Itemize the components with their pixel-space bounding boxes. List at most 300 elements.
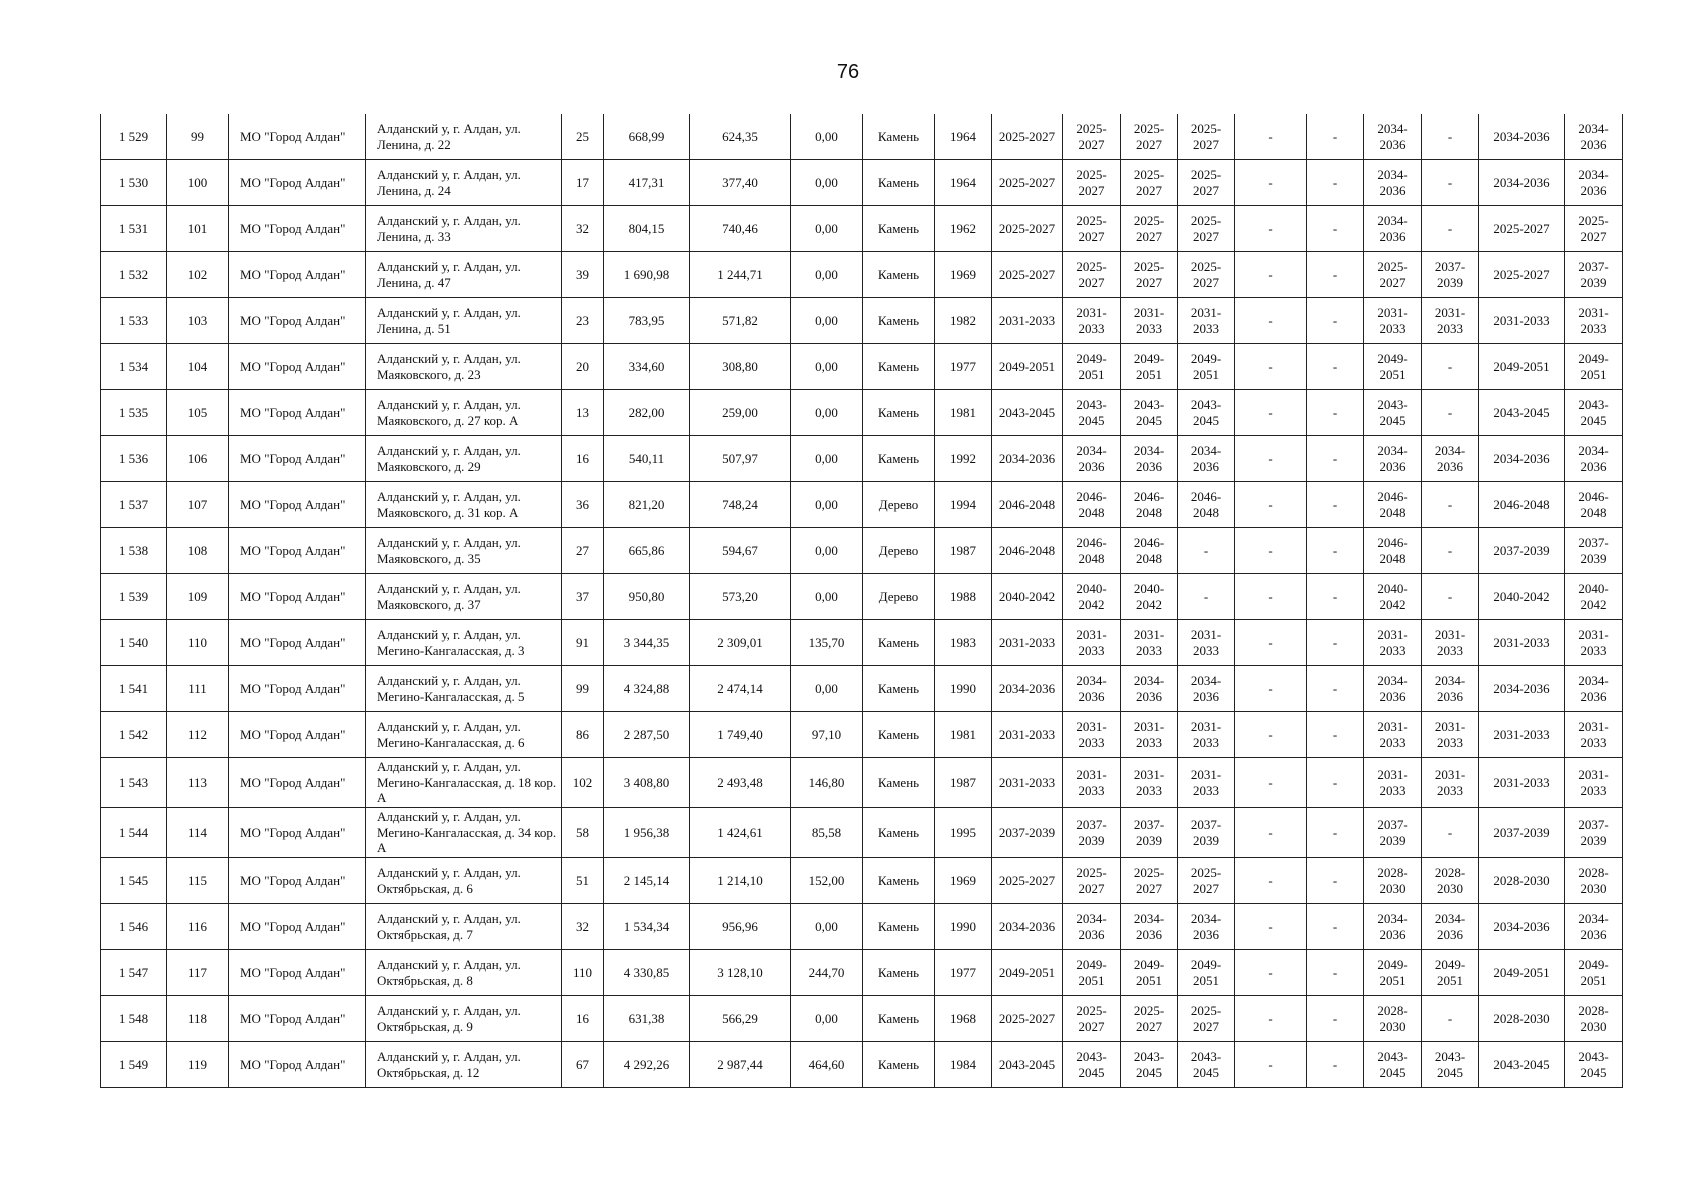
cell-period-5: - <box>1235 1042 1307 1088</box>
cell-wall-material: Камень <box>863 298 935 344</box>
cell-period-10: 2037-2039 <box>1565 528 1623 574</box>
cell-period-9: 2046-2048 <box>1479 482 1565 528</box>
cell-period-5: - <box>1235 344 1307 390</box>
cell-area-total: 2 287,50 <box>604 712 690 758</box>
cell-area-living: 1 749,40 <box>690 712 791 758</box>
cell-period-4: 2025-2027 <box>1178 206 1235 252</box>
cell-period-7: 2028-2030 <box>1364 996 1422 1042</box>
cell-period-8: 2031-2033 <box>1422 298 1479 344</box>
cell-area-total: 783,95 <box>604 298 690 344</box>
cell-wall-material: Камень <box>863 996 935 1042</box>
cell-period-1: 2031-2033 <box>992 620 1063 666</box>
cell-area-other: 0,00 <box>791 114 863 160</box>
cell-index: 117 <box>167 950 229 996</box>
cell-period-4: 2034-2036 <box>1178 904 1235 950</box>
cell-period-5: - <box>1235 114 1307 160</box>
cell-address: Алданский у, г. Алдан, ул. Мегино-Кангаласская, д. 34 кор. А <box>366 808 562 858</box>
cell-period-4: 2031-2033 <box>1178 758 1235 808</box>
cell-period-7: 2046-2048 <box>1364 482 1422 528</box>
table-row <box>101 620 1623 666</box>
cell-area-living: 594,67 <box>690 528 791 574</box>
cell-wall-material: Камень <box>863 390 935 436</box>
cell-period-1: 2040-2042 <box>992 574 1063 620</box>
cell-period-5: - <box>1235 436 1307 482</box>
cell-period-3: 2031-2033 <box>1121 620 1178 666</box>
cell-period-7: 2049-2051 <box>1364 950 1422 996</box>
cell-period-4: 2025-2027 <box>1178 160 1235 206</box>
cell-period-1: 2025-2027 <box>992 858 1063 904</box>
cell-period-2: 2043-2045 <box>1063 390 1121 436</box>
cell-period-2: 2034-2036 <box>1063 666 1121 712</box>
cell-municipality: МО "Город Алдан" <box>229 114 366 160</box>
cell-period-2: 2025-2027 <box>1063 996 1121 1042</box>
cell-year-built: 1964 <box>935 160 992 206</box>
cell-address: Алданский у, г. Алдан, ул. Октябрьская, д. 6 <box>366 858 562 904</box>
cell-year-built: 1984 <box>935 1042 992 1088</box>
cell-address: Алданский у, г. Алдан, ул. Мегино-Кангаласская, д. 18 кор. А <box>366 758 562 808</box>
cell-period-4: - <box>1178 528 1235 574</box>
cell-number: 1 546 <box>101 904 167 950</box>
cell-period-5: - <box>1235 712 1307 758</box>
cell-address: Алданский у, г. Алдан, ул. Маяковского, д. 31 кор. А <box>366 482 562 528</box>
cell-period-7: 2034-2036 <box>1364 206 1422 252</box>
cell-year-built: 1988 <box>935 574 992 620</box>
cell-number: 1 532 <box>101 252 167 298</box>
cell-flats: 67 <box>562 1042 604 1088</box>
cell-municipality: МО "Город Алдан" <box>229 482 366 528</box>
cell-area-living: 2 987,44 <box>690 1042 791 1088</box>
table-row <box>101 758 1623 808</box>
cell-period-6: - <box>1307 298 1364 344</box>
cell-period-9: 2031-2033 <box>1479 758 1565 808</box>
cell-area-total: 2 145,14 <box>604 858 690 904</box>
cell-period-8: - <box>1422 808 1479 858</box>
cell-period-6: - <box>1307 344 1364 390</box>
cell-period-1: 2049-2051 <box>992 344 1063 390</box>
cell-area-living: 259,00 <box>690 390 791 436</box>
cell-period-1: 2031-2033 <box>992 712 1063 758</box>
cell-address: Алданский у, г. Алдан, ул. Октябрьская, д. 7 <box>366 904 562 950</box>
cell-area-living: 624,35 <box>690 114 791 160</box>
cell-period-6: - <box>1307 858 1364 904</box>
cell-wall-material: Камень <box>863 206 935 252</box>
cell-index: 114 <box>167 808 229 858</box>
cell-municipality: МО "Город Алдан" <box>229 574 366 620</box>
cell-number: 1 537 <box>101 482 167 528</box>
cell-flats: 17 <box>562 160 604 206</box>
housing-register-table-wrapper <box>100 114 1616 1088</box>
cell-period-2: 2037-2039 <box>1063 808 1121 858</box>
cell-area-other: 0,00 <box>791 996 863 1042</box>
cell-year-built: 1987 <box>935 758 992 808</box>
cell-period-1: 2025-2027 <box>992 996 1063 1042</box>
cell-period-7: 2040-2042 <box>1364 574 1422 620</box>
cell-period-8: - <box>1422 206 1479 252</box>
cell-number: 1 536 <box>101 436 167 482</box>
cell-period-3: 2046-2048 <box>1121 528 1178 574</box>
cell-period-9: 2031-2033 <box>1479 298 1565 344</box>
cell-flats: 37 <box>562 574 604 620</box>
table-row <box>101 390 1623 436</box>
cell-flats: 99 <box>562 666 604 712</box>
cell-period-8: - <box>1422 996 1479 1042</box>
cell-area-other: 0,00 <box>791 666 863 712</box>
cell-index: 113 <box>167 758 229 808</box>
cell-wall-material: Камень <box>863 160 935 206</box>
cell-flats: 16 <box>562 996 604 1042</box>
cell-period-8: 2031-2033 <box>1422 712 1479 758</box>
cell-area-living: 3 128,10 <box>690 950 791 996</box>
cell-municipality: МО "Город Алдан" <box>229 436 366 482</box>
cell-year-built: 1968 <box>935 996 992 1042</box>
cell-period-7: 2034-2036 <box>1364 904 1422 950</box>
cell-period-2: 2046-2048 <box>1063 528 1121 574</box>
cell-period-4: 2049-2051 <box>1178 950 1235 996</box>
cell-address: Алданский у, г. Алдан, ул. Мегино-Кангаласская, д. 3 <box>366 620 562 666</box>
cell-period-6: - <box>1307 160 1364 206</box>
table-row <box>101 996 1623 1042</box>
cell-flats: 13 <box>562 390 604 436</box>
cell-index: 99 <box>167 114 229 160</box>
cell-period-5: - <box>1235 298 1307 344</box>
cell-period-3: 2025-2027 <box>1121 252 1178 298</box>
cell-period-6: - <box>1307 1042 1364 1088</box>
cell-period-5: - <box>1235 758 1307 808</box>
cell-area-living: 740,46 <box>690 206 791 252</box>
cell-area-total: 3 344,35 <box>604 620 690 666</box>
cell-year-built: 1981 <box>935 712 992 758</box>
cell-area-other: 0,00 <box>791 574 863 620</box>
cell-period-10: 2040-2042 <box>1565 574 1623 620</box>
cell-area-living: 2 493,48 <box>690 758 791 808</box>
cell-period-2: 2046-2048 <box>1063 482 1121 528</box>
cell-period-7: 2046-2048 <box>1364 528 1422 574</box>
cell-period-4: 2025-2027 <box>1178 252 1235 298</box>
cell-number: 1 549 <box>101 1042 167 1088</box>
cell-period-9: 2034-2036 <box>1479 114 1565 160</box>
cell-flats: 86 <box>562 712 604 758</box>
cell-year-built: 1990 <box>935 666 992 712</box>
cell-flats: 102 <box>562 758 604 808</box>
cell-period-8: 2043-2045 <box>1422 1042 1479 1088</box>
cell-period-7: 2043-2045 <box>1364 1042 1422 1088</box>
cell-period-9: 2025-2027 <box>1479 206 1565 252</box>
cell-index: 118 <box>167 996 229 1042</box>
cell-period-9: 2034-2036 <box>1479 666 1565 712</box>
cell-period-8: 2031-2033 <box>1422 620 1479 666</box>
cell-period-2: 2031-2033 <box>1063 620 1121 666</box>
cell-period-5: - <box>1235 528 1307 574</box>
cell-address: Алданский у, г. Алдан, ул. Ленина, д. 47 <box>366 252 562 298</box>
cell-index: 108 <box>167 528 229 574</box>
cell-municipality: МО "Город Алдан" <box>229 758 366 808</box>
cell-index: 110 <box>167 620 229 666</box>
cell-area-total: 3 408,80 <box>604 758 690 808</box>
cell-index: 115 <box>167 858 229 904</box>
cell-period-7: 2031-2033 <box>1364 620 1422 666</box>
cell-area-living: 507,97 <box>690 436 791 482</box>
cell-period-2: 2025-2027 <box>1063 160 1121 206</box>
cell-period-1: 2043-2045 <box>992 1042 1063 1088</box>
cell-period-9: 2025-2027 <box>1479 252 1565 298</box>
cell-area-other: 0,00 <box>791 482 863 528</box>
cell-period-5: - <box>1235 904 1307 950</box>
cell-area-total: 540,11 <box>604 436 690 482</box>
cell-period-7: 2034-2036 <box>1364 436 1422 482</box>
cell-year-built: 1969 <box>935 858 992 904</box>
table-row <box>101 574 1623 620</box>
cell-wall-material: Камень <box>863 758 935 808</box>
cell-area-total: 665,86 <box>604 528 690 574</box>
cell-area-total: 1 534,34 <box>604 904 690 950</box>
cell-period-5: - <box>1235 996 1307 1042</box>
cell-index: 116 <box>167 904 229 950</box>
cell-period-10: 2043-2045 <box>1565 1042 1623 1088</box>
cell-period-10: 2031-2033 <box>1565 298 1623 344</box>
cell-flats: 20 <box>562 344 604 390</box>
cell-number: 1 544 <box>101 808 167 858</box>
cell-period-3: 2025-2027 <box>1121 160 1178 206</box>
cell-address: Алданский у, г. Алдан, ул. Маяковского, д. 29 <box>366 436 562 482</box>
cell-area-total: 631,38 <box>604 996 690 1042</box>
cell-period-5: - <box>1235 206 1307 252</box>
cell-flats: 51 <box>562 858 604 904</box>
cell-number: 1 543 <box>101 758 167 808</box>
cell-period-9: 2028-2030 <box>1479 996 1565 1042</box>
cell-period-10: 2037-2039 <box>1565 808 1623 858</box>
cell-index: 109 <box>167 574 229 620</box>
cell-period-5: - <box>1235 666 1307 712</box>
cell-year-built: 1990 <box>935 904 992 950</box>
cell-period-1: 2034-2036 <box>992 904 1063 950</box>
cell-period-10: 2031-2033 <box>1565 620 1623 666</box>
cell-area-other: 0,00 <box>791 252 863 298</box>
cell-period-5: - <box>1235 858 1307 904</box>
cell-period-7: 2034-2036 <box>1364 666 1422 712</box>
cell-number: 1 530 <box>101 160 167 206</box>
cell-area-other: 97,10 <box>791 712 863 758</box>
cell-flats: 32 <box>562 206 604 252</box>
cell-area-living: 571,82 <box>690 298 791 344</box>
cell-period-6: - <box>1307 436 1364 482</box>
cell-period-10: 2046-2048 <box>1565 482 1623 528</box>
cell-number: 1 541 <box>101 666 167 712</box>
cell-period-3: 2025-2027 <box>1121 114 1178 160</box>
cell-flats: 36 <box>562 482 604 528</box>
cell-period-6: - <box>1307 808 1364 858</box>
cell-municipality: МО "Город Алдан" <box>229 712 366 758</box>
cell-number: 1 539 <box>101 574 167 620</box>
cell-period-8: 2031-2033 <box>1422 758 1479 808</box>
cell-period-10: 2034-2036 <box>1565 666 1623 712</box>
cell-municipality: МО "Город Алдан" <box>229 950 366 996</box>
cell-period-2: 2031-2033 <box>1063 298 1121 344</box>
cell-period-10: 2025-2027 <box>1565 206 1623 252</box>
cell-period-3: 2043-2045 <box>1121 1042 1178 1088</box>
cell-period-6: - <box>1307 206 1364 252</box>
cell-period-5: - <box>1235 390 1307 436</box>
table-row <box>101 252 1623 298</box>
cell-period-3: 2034-2036 <box>1121 436 1178 482</box>
cell-period-6: - <box>1307 996 1364 1042</box>
cell-area-living: 573,20 <box>690 574 791 620</box>
cell-municipality: МО "Город Алдан" <box>229 528 366 574</box>
cell-period-3: 2034-2036 <box>1121 666 1178 712</box>
cell-period-6: - <box>1307 482 1364 528</box>
cell-municipality: МО "Город Алдан" <box>229 344 366 390</box>
cell-municipality: МО "Город Алдан" <box>229 858 366 904</box>
cell-period-3: 2031-2033 <box>1121 298 1178 344</box>
cell-address: Алданский у, г. Алдан, ул. Мегино-Кангаласская, д. 6 <box>366 712 562 758</box>
cell-period-10: 2049-2051 <box>1565 344 1623 390</box>
cell-municipality: МО "Город Алдан" <box>229 1042 366 1088</box>
table-row <box>101 206 1623 252</box>
cell-period-8: - <box>1422 390 1479 436</box>
cell-period-7: 2031-2033 <box>1364 712 1422 758</box>
cell-period-8: - <box>1422 528 1479 574</box>
cell-period-9: 2028-2030 <box>1479 858 1565 904</box>
cell-wall-material: Камень <box>863 1042 935 1088</box>
cell-area-other: 135,70 <box>791 620 863 666</box>
cell-period-4: 2043-2045 <box>1178 390 1235 436</box>
table-row <box>101 482 1623 528</box>
cell-wall-material: Дерево <box>863 528 935 574</box>
cell-municipality: МО "Город Алдан" <box>229 298 366 344</box>
cell-period-4: 2025-2027 <box>1178 996 1235 1042</box>
cell-wall-material: Камень <box>863 666 935 712</box>
cell-flats: 91 <box>562 620 604 666</box>
cell-flats: 27 <box>562 528 604 574</box>
cell-period-3: 2031-2033 <box>1121 712 1178 758</box>
cell-period-10: 2034-2036 <box>1565 436 1623 482</box>
cell-wall-material: Камень <box>863 858 935 904</box>
cell-period-1: 2025-2027 <box>992 206 1063 252</box>
cell-address: Алданский у, г. Алдан, ул. Октябрьская, д. 8 <box>366 950 562 996</box>
cell-period-3: 2025-2027 <box>1121 206 1178 252</box>
cell-index: 103 <box>167 298 229 344</box>
cell-flats: 25 <box>562 114 604 160</box>
table-row <box>101 666 1623 712</box>
cell-wall-material: Камень <box>863 904 935 950</box>
housing-register-table <box>100 114 1623 1088</box>
cell-period-8: 2028-2030 <box>1422 858 1479 904</box>
cell-period-7: 2037-2039 <box>1364 808 1422 858</box>
cell-wall-material: Камень <box>863 436 935 482</box>
cell-period-7: 2028-2030 <box>1364 858 1422 904</box>
cell-area-total: 1 956,38 <box>604 808 690 858</box>
cell-period-10: 2043-2045 <box>1565 390 1623 436</box>
cell-period-1: 2025-2027 <box>992 114 1063 160</box>
cell-period-5: - <box>1235 160 1307 206</box>
cell-period-9: 2031-2033 <box>1479 712 1565 758</box>
cell-period-4: 2031-2033 <box>1178 620 1235 666</box>
cell-area-other: 464,60 <box>791 1042 863 1088</box>
cell-period-7: 2031-2033 <box>1364 758 1422 808</box>
cell-number: 1 545 <box>101 858 167 904</box>
cell-area-total: 4 324,88 <box>604 666 690 712</box>
cell-area-total: 1 690,98 <box>604 252 690 298</box>
page-number: 76 <box>836 61 860 83</box>
cell-period-7: 2034-2036 <box>1364 114 1422 160</box>
cell-period-1: 2046-2048 <box>992 528 1063 574</box>
cell-year-built: 1987 <box>935 528 992 574</box>
cell-period-2: 2031-2033 <box>1063 712 1121 758</box>
cell-period-2: 2034-2036 <box>1063 436 1121 482</box>
cell-period-6: - <box>1307 904 1364 950</box>
cell-municipality: МО "Город Алдан" <box>229 206 366 252</box>
cell-address: Алданский у, г. Алдан, ул. Ленина, д. 33 <box>366 206 562 252</box>
cell-period-4: 2031-2033 <box>1178 298 1235 344</box>
cell-period-6: - <box>1307 620 1364 666</box>
cell-address: Алданский у, г. Алдан, ул. Ленина, д. 24 <box>366 160 562 206</box>
cell-period-7: 2025-2027 <box>1364 252 1422 298</box>
cell-period-9: 2037-2039 <box>1479 808 1565 858</box>
cell-area-living: 1 214,10 <box>690 858 791 904</box>
cell-index: 100 <box>167 160 229 206</box>
cell-period-9: 2049-2051 <box>1479 950 1565 996</box>
cell-period-10: 2037-2039 <box>1565 252 1623 298</box>
cell-period-6: - <box>1307 574 1364 620</box>
cell-number: 1 533 <box>101 298 167 344</box>
cell-period-8: - <box>1422 114 1479 160</box>
cell-period-9: 2043-2045 <box>1479 1042 1565 1088</box>
cell-wall-material: Камень <box>863 950 935 996</box>
cell-period-5: - <box>1235 950 1307 996</box>
cell-period-2: 2025-2027 <box>1063 858 1121 904</box>
cell-area-living: 1 424,61 <box>690 808 791 858</box>
cell-municipality: МО "Город Алдан" <box>229 904 366 950</box>
cell-period-3: 2031-2033 <box>1121 758 1178 808</box>
cell-period-6: - <box>1307 390 1364 436</box>
cell-area-living: 956,96 <box>690 904 791 950</box>
cell-period-1: 2034-2036 <box>992 666 1063 712</box>
cell-period-8: - <box>1422 160 1479 206</box>
cell-period-10: 2049-2051 <box>1565 950 1623 996</box>
cell-area-living: 377,40 <box>690 160 791 206</box>
cell-period-2: 2049-2051 <box>1063 344 1121 390</box>
cell-flats: 16 <box>562 436 604 482</box>
cell-index: 119 <box>167 1042 229 1088</box>
cell-period-3: 2034-2036 <box>1121 904 1178 950</box>
cell-area-other: 85,58 <box>791 808 863 858</box>
cell-area-living: 2 474,14 <box>690 666 791 712</box>
cell-number: 1 542 <box>101 712 167 758</box>
table-row <box>101 712 1623 758</box>
cell-area-total: 4 330,85 <box>604 950 690 996</box>
cell-period-4: 2025-2027 <box>1178 114 1235 160</box>
table-row <box>101 298 1623 344</box>
cell-period-9: 2034-2036 <box>1479 904 1565 950</box>
cell-wall-material: Камень <box>863 712 935 758</box>
cell-year-built: 1977 <box>935 344 992 390</box>
cell-year-built: 1981 <box>935 390 992 436</box>
table-row <box>101 858 1623 904</box>
table-body <box>101 114 1623 1088</box>
cell-area-total: 950,80 <box>604 574 690 620</box>
cell-year-built: 1969 <box>935 252 992 298</box>
cell-year-built: 1964 <box>935 114 992 160</box>
table-row <box>101 808 1623 858</box>
cell-period-8: 2034-2036 <box>1422 904 1479 950</box>
cell-period-6: - <box>1307 252 1364 298</box>
cell-year-built: 1992 <box>935 436 992 482</box>
cell-period-7: 2031-2033 <box>1364 298 1422 344</box>
cell-flats: 110 <box>562 950 604 996</box>
cell-period-1: 2049-2051 <box>992 950 1063 996</box>
cell-period-9: 2040-2042 <box>1479 574 1565 620</box>
cell-number: 1 535 <box>101 390 167 436</box>
cell-number: 1 531 <box>101 206 167 252</box>
